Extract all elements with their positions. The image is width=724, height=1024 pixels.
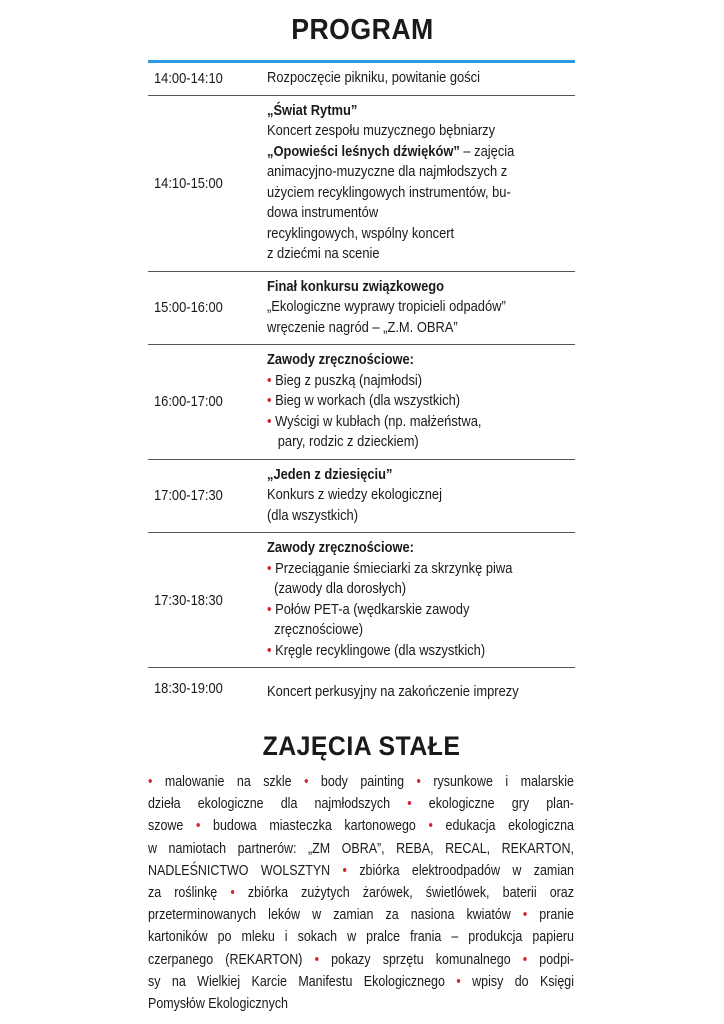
description-line: „Świat Rytmu” <box>267 101 358 119</box>
bullet-icon: • <box>407 796 412 813</box>
description-line: recyklingowych, wspólny koncert <box>267 224 455 242</box>
description-line: Rozpoczęcie pikniku, powitanie gości <box>267 69 480 86</box>
schedule-description <box>267 96 575 271</box>
bullet-icon: • <box>522 951 528 968</box>
description-line: zręcznościowe) <box>267 621 364 638</box>
description-line: Konkurs z wiedzy ekologicznej <box>267 486 442 503</box>
bullet-icon: • <box>267 392 276 409</box>
activities-line: za roślinkę • zbiórka zużytych żarówek, świetlówek, baterii oraz <box>148 884 574 901</box>
page-title: PROGRAM <box>290 14 434 46</box>
schedule-description <box>267 63 575 95</box>
description-line: z dziećmi na scenie <box>267 245 380 262</box>
description-line: użyciem recyklingowych instrumentów, bu- <box>267 183 511 201</box>
activities-line: NADLEŚNICTWO WOLSZTYN • zbiórka elektroodpadów w zamian <box>148 862 574 879</box>
description-line: „Ekologiczne wyprawy tropicieli odpadów” <box>267 298 506 315</box>
schedule-time: 14:10-15:00 <box>154 174 223 192</box>
schedule-time: 17:30-18:30 <box>154 591 223 609</box>
activities-line: kartoników po mleku i sokach w pralce frania – produkcja papieru <box>148 929 574 946</box>
description-line: pary, rodzic z dzieckiem) <box>267 433 419 450</box>
description-line: Koncert perkusyjny na zakończenie imprezy <box>267 683 519 700</box>
description-line: „Opowieści leśnych dźwięków” – zajęcia <box>267 142 515 160</box>
schedule-time: 15:00-16:00 <box>154 299 223 317</box>
description-line: • Kręgle recyklingowe (dla wszystkich) <box>267 641 486 659</box>
activities-line: dzieła ekologiczne dla najmłodszych • ekologiczne gry plan- <box>148 796 574 813</box>
schedule-row <box>148 63 575 96</box>
bullet-icon: • <box>230 884 235 901</box>
description-line: „Jeden z dziesięciu” <box>267 465 393 483</box>
description-line: • Połów PET-a (wędkarskie zawody <box>267 600 470 618</box>
bullet-icon: • <box>304 774 309 790</box>
schedule-table <box>148 63 575 709</box>
description-line: (zawody dla dorosłych) <box>267 580 407 597</box>
fixed-activities <box>148 771 575 1015</box>
description-line: Zawody zręcznościowe: <box>267 539 414 556</box>
description-line: • Przeciąganie śmieciarki za skrzynkę piwa <box>267 559 513 577</box>
description-line: • Bieg w workach (dla wszystkich) <box>267 392 461 409</box>
activities-line: sy na Wielkiej Karcie Manifestu Ekologicznego • wpisy do Księgi <box>148 973 574 990</box>
description-line: Koncert zespołu muzycznego bębniarzy <box>267 122 496 139</box>
bullet-icon: • <box>456 973 461 990</box>
bullet-icon: • <box>267 559 276 577</box>
activities-line: Pomysłów Ekologicznych <box>148 995 289 1012</box>
bullet-icon: • <box>342 862 347 879</box>
schedule-description <box>267 668 575 709</box>
bullet-icon: • <box>148 774 153 790</box>
schedule-row <box>148 272 575 346</box>
activities-line: szowe • budowa miasteczka kartonowego • edukacja ekologiczna <box>148 818 574 835</box>
schedule-row <box>148 668 575 709</box>
bullet-icon: • <box>416 774 421 790</box>
activities-line: w namiotach partnerów: „ZM OBRA”, REBA, RECAL, REKARTON, <box>148 840 574 857</box>
bullet-icon: • <box>267 371 276 389</box>
description-line: • Wyścigi w kubłach (np. małżeństwa, <box>267 412 482 430</box>
schedule-time: 17:00-17:30 <box>154 487 223 505</box>
section-title: ZAJĘCIA STAŁE <box>263 731 461 761</box>
description-line: • Bieg z puszką (najmłodsi) <box>267 371 423 389</box>
bullet-icon: • <box>267 412 276 430</box>
bullet-icon: • <box>196 818 201 835</box>
schedule-row <box>148 460 575 534</box>
description-line: wręczenie nagród – „Z.M. OBRA” <box>267 318 458 336</box>
schedule-description <box>267 460 575 533</box>
bullet-icon: • <box>267 641 276 659</box>
activities-line: przeterminowanych leków w zamian za nasiona kwiatów • pranie <box>148 907 574 924</box>
activities-line: • malowanie na szkle • body painting • rysunkowe i malarskie <box>148 774 574 790</box>
description-line: (dla wszystkich) <box>267 506 359 524</box>
description-line: Finał konkursu związkowego <box>267 277 445 295</box>
schedule-row <box>148 533 575 668</box>
bullet-icon: • <box>522 907 528 924</box>
schedule-time: 14:00-14:10 <box>154 70 223 88</box>
bullet-icon: • <box>314 951 319 968</box>
schedule-row <box>148 96 575 272</box>
schedule-row <box>148 345 575 460</box>
schedule-time: 16:00-17:00 <box>154 393 223 411</box>
schedule-time: 18:30-19:00 <box>154 679 223 697</box>
description-line: dowa instrumentów <box>267 204 379 221</box>
description-line: animacyjno-muzyczne dla najmłodszych z <box>267 163 508 180</box>
activities-line: czerpanego (REKARTON) • pokazy sprzętu komunalnego • podpi- <box>148 951 574 968</box>
bullet-icon: • <box>267 600 276 618</box>
bullet-icon: • <box>428 818 433 835</box>
description-line: Zawody zręcznościowe: <box>267 351 414 368</box>
schedule-description <box>267 533 575 667</box>
schedule-description <box>267 272 575 345</box>
schedule-description <box>267 345 575 459</box>
